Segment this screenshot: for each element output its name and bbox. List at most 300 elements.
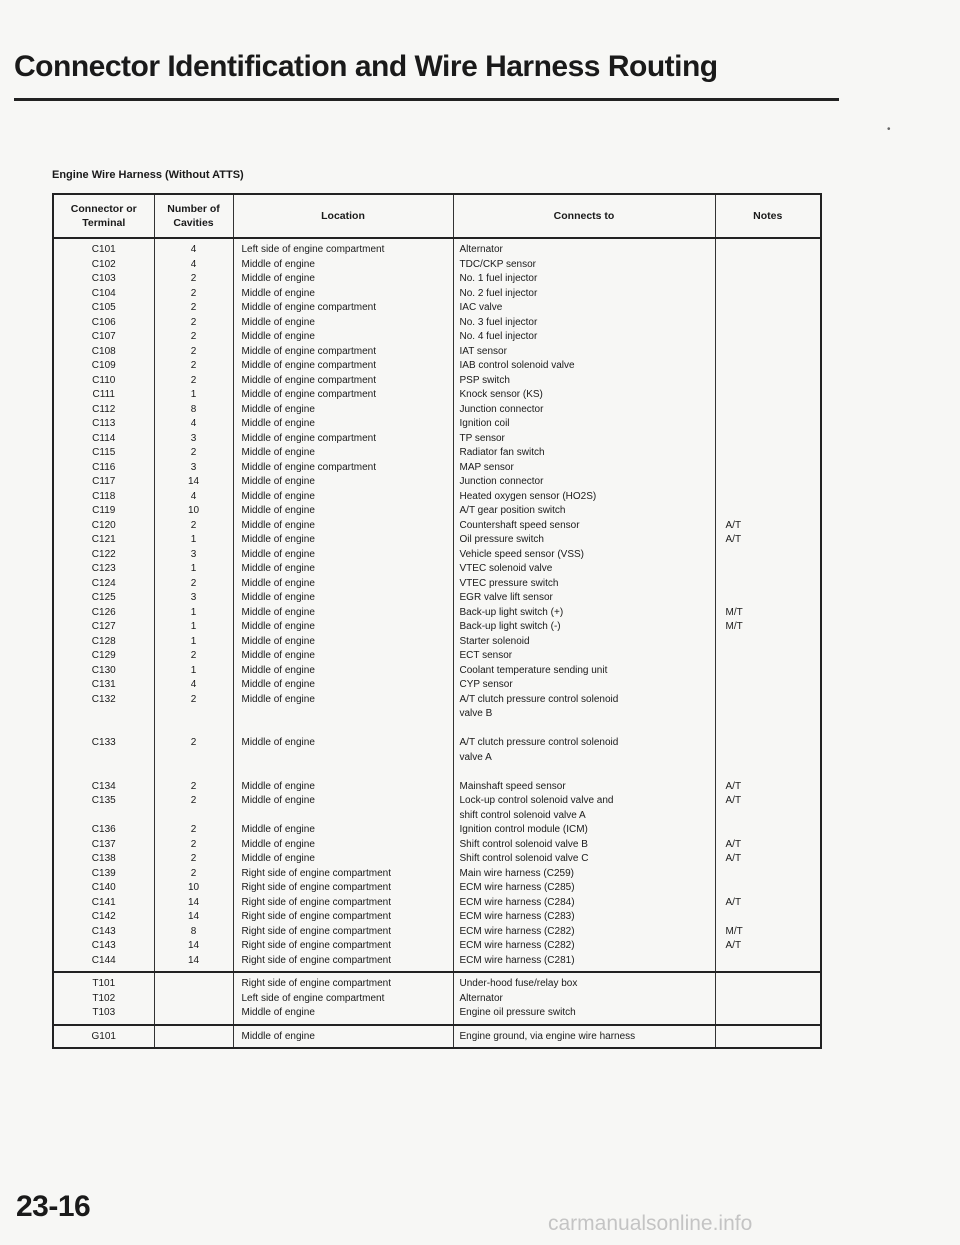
- cavities-value: 2: [190, 867, 197, 879]
- connects-to-line: Shift control solenoid valve C: [459, 853, 589, 864]
- cavities-value: 2: [190, 693, 197, 705]
- spacer-line: [716, 707, 821, 722]
- connects-to-line: Engine oil pressure switch: [459, 1007, 576, 1018]
- notes-value: [716, 301, 821, 316]
- connects-to-line: shift control solenoid valve A: [459, 809, 586, 821]
- location-value: Middle of engine: [241, 664, 315, 676]
- notes-value: [716, 461, 821, 476]
- connects-to-line: Mainshaft speed sensor: [459, 780, 566, 792]
- connects-to-line: Ignition control module (ICM): [459, 824, 588, 835]
- table-group: [53, 1025, 821, 1049]
- notes-value: [716, 693, 821, 708]
- notes-value: [716, 992, 821, 1007]
- cavities-value: 2: [190, 345, 197, 357]
- connector-table: [52, 193, 822, 1049]
- connector-value: C123: [91, 563, 116, 574]
- connector-value: C105: [91, 302, 116, 313]
- spacer-line: [54, 707, 154, 722]
- connector-value: C142: [91, 911, 116, 922]
- location-value: Middle of engine: [241, 476, 315, 487]
- location-value: Left side of engine compartment: [241, 992, 385, 1004]
- cavities-value: 2: [190, 853, 197, 864]
- connects-to-line: Under-hood fuse/relay box: [459, 978, 578, 989]
- header-connects-to: Connects to: [453, 194, 715, 238]
- connector-value: C134: [91, 780, 116, 792]
- cavities-value: 4: [190, 244, 197, 255]
- connector-cell: [53, 1025, 154, 1049]
- cavities-cell: [154, 238, 233, 972]
- cavities-value: [155, 1030, 233, 1045]
- notes-value: [716, 678, 821, 693]
- connects-to-line: A/T clutch pressure control solenoid: [459, 693, 619, 705]
- connector-value: C128: [91, 635, 116, 647]
- cavities-value: 1: [190, 635, 197, 647]
- location-value: Middle of engine: [241, 577, 315, 589]
- spacer-line: [54, 809, 154, 824]
- connects-to-line: VTEC solenoid valve: [459, 563, 553, 574]
- cavities-value: 3: [190, 432, 197, 444]
- connector-value: C122: [91, 548, 116, 560]
- cavities-value: [155, 977, 233, 992]
- connector-value: C104: [91, 287, 116, 299]
- connector-value: C110: [92, 374, 116, 386]
- cavities-value: 14: [187, 896, 200, 908]
- connects-to-line: [454, 765, 715, 780]
- notes-value: [716, 490, 821, 505]
- cavities-value: 1: [190, 664, 197, 676]
- cavities-value: 1: [190, 563, 197, 574]
- cavities-cell: [154, 972, 233, 1025]
- cavities-value: 2: [190, 838, 197, 850]
- cavities-value: 1: [190, 606, 197, 618]
- location-value: Left side of engine compartment: [241, 244, 385, 255]
- location-value: Middle of engine: [241, 287, 315, 299]
- connector-value: C144: [91, 954, 116, 966]
- location-value: Middle of engine compartment: [241, 345, 377, 357]
- notes-value: [716, 736, 821, 751]
- notes-value: A/T: [725, 519, 742, 531]
- location-value: Middle of engine: [241, 548, 315, 560]
- connector-value: C124: [91, 577, 116, 589]
- location-value: Middle of engine compartment: [241, 302, 377, 313]
- notes-value: [716, 577, 821, 592]
- connects-to-line: Engine ground, via engine wire harness: [459, 1030, 636, 1042]
- connector-value: T103: [92, 1007, 116, 1018]
- connector-value: C116: [92, 461, 116, 473]
- notes-value: [716, 432, 821, 447]
- connects-to-line: TP sensor: [459, 432, 505, 444]
- cavities-cell: [154, 1025, 233, 1049]
- cavities-value: 2: [190, 824, 197, 835]
- location-value: Middle of engine: [241, 1030, 315, 1042]
- connector-value: C118: [92, 490, 116, 502]
- cavities-value: 14: [187, 476, 200, 487]
- connects-to-line: Radiator fan switch: [459, 447, 545, 458]
- notes-cell: [715, 972, 821, 1025]
- cavities-value: 1: [190, 389, 197, 400]
- notes-value: A/T: [725, 795, 742, 806]
- notes-value: A/T: [725, 896, 742, 908]
- title-rule: [14, 98, 839, 101]
- cavities-value: 8: [190, 403, 197, 415]
- watermark: carmanualsonline.info: [548, 1212, 753, 1235]
- location-value: Middle of engine: [241, 331, 315, 342]
- connects-to-line: Junction connector: [459, 403, 544, 415]
- notes-value: [716, 867, 821, 882]
- connects-to-line: valve B: [459, 708, 493, 719]
- table-group: [53, 238, 821, 972]
- connector-value: C143: [91, 925, 116, 937]
- table-header-row: [53, 194, 821, 238]
- connects-to-line: ECM wire harness (C282): [459, 925, 575, 937]
- connector-value: C112: [92, 403, 116, 415]
- connector-value: C135: [91, 795, 116, 806]
- connects-to-line: Ignition coil: [459, 418, 510, 429]
- connector-value: C130: [91, 664, 116, 676]
- connector-value: C106: [91, 316, 116, 328]
- cavities-value: 4: [190, 418, 197, 429]
- connector-value: C138: [91, 853, 116, 864]
- spacer-line: [234, 707, 453, 722]
- connects-to-line: Coolant temperature sending unit: [459, 664, 608, 676]
- notes-value: [716, 258, 821, 273]
- notes-value: [716, 977, 821, 992]
- margin-dot: •: [887, 124, 891, 135]
- location-value: Middle of engine: [241, 693, 315, 705]
- notes-value: [716, 664, 821, 679]
- cavities-value: 14: [187, 911, 200, 922]
- notes-value: A/T: [725, 853, 742, 864]
- connects-to-line: Alternator: [459, 992, 503, 1004]
- notes-value: [716, 287, 821, 302]
- location-value: Middle of engine: [241, 1007, 315, 1018]
- connects-to-line: ECM wire harness (C282): [459, 940, 575, 951]
- location-cell: [233, 972, 453, 1025]
- connector-value: C132: [91, 693, 116, 705]
- connector-value: C109: [91, 360, 116, 371]
- connects-to-line: EGR valve lift sensor: [459, 592, 553, 603]
- notes-value: [716, 823, 821, 838]
- location-value: Middle of engine: [241, 824, 315, 835]
- location-value: Middle of engine: [241, 534, 315, 545]
- notes-value: M/T: [725, 606, 743, 618]
- cavities-value: 2: [190, 374, 197, 386]
- notes-value: A/T: [725, 780, 742, 792]
- cavities-value: 2: [190, 650, 197, 661]
- notes-value: A/T: [725, 940, 742, 951]
- connects-to-line: Back-up light switch (-): [459, 621, 561, 632]
- spacer-line: [234, 809, 453, 824]
- connector-value: C127: [91, 621, 116, 632]
- connects-to-line: Oil pressure switch: [459, 534, 544, 545]
- location-value: Middle of engine: [241, 273, 315, 284]
- cavities-value: 2: [190, 273, 197, 284]
- notes-cell: [715, 238, 821, 972]
- cavities-value: 2: [190, 316, 197, 328]
- connects-to-line: ECM wire harness (C281): [459, 954, 575, 966]
- location-value: Middle of engine: [241, 519, 315, 531]
- location-value: Right side of engine compartment: [241, 896, 392, 908]
- cavities-value: 2: [190, 331, 197, 342]
- location-value: Right side of engine compartment: [241, 978, 392, 989]
- notes-value: [716, 403, 821, 418]
- cavities-value: 2: [190, 287, 197, 299]
- cavities-value: 2: [190, 519, 197, 531]
- connector-value: C115: [92, 447, 116, 458]
- connects-to-line: Back-up light switch (+): [459, 606, 564, 618]
- connector-value: C113: [92, 418, 116, 429]
- location-value: Middle of engine: [241, 795, 315, 806]
- header-notes: Notes: [715, 194, 821, 238]
- connector-value: C107: [91, 331, 116, 342]
- connects-to-line: No. 3 fuel injector: [459, 316, 538, 328]
- location-value: Middle of engine: [241, 490, 315, 502]
- connects-to-cell: [453, 972, 715, 1025]
- connects-to-line: Main wire harness (C259): [459, 867, 574, 879]
- location-value: Middle of engine: [241, 737, 315, 748]
- connector-value: C141: [91, 896, 116, 908]
- cavities-value: 10: [187, 882, 200, 893]
- cavities-value: 2: [190, 360, 197, 371]
- location-value: Right side of engine compartment: [241, 925, 392, 937]
- cavities-value: 3: [190, 592, 197, 603]
- cavities-value: 4: [190, 679, 197, 690]
- connector-value: C103: [91, 273, 116, 284]
- connects-to-line: Vehicle speed sensor (VSS): [459, 548, 585, 560]
- location-value: Middle of engine compartment: [241, 374, 377, 386]
- notes-value: [716, 881, 821, 896]
- location-value: Middle of engine: [241, 853, 315, 864]
- connector-value: C102: [91, 258, 116, 270]
- connector-value: C126: [91, 606, 116, 618]
- page-title: Connector Identification and Wire Harness Routing: [14, 50, 718, 83]
- notes-value: M/T: [725, 621, 743, 632]
- notes-value: [716, 635, 821, 650]
- cavities-value: [155, 722, 233, 737]
- connects-to-line: MAP sensor: [459, 461, 514, 473]
- connector-value: C101: [91, 244, 116, 255]
- spacer-line: [54, 751, 154, 766]
- table-body: [53, 238, 821, 1048]
- cavities-value: 2: [190, 577, 197, 589]
- notes-value: [716, 1006, 821, 1021]
- connects-to-line: ECT sensor: [459, 650, 513, 661]
- connector-value: C139: [91, 867, 116, 879]
- connector-value: C125: [91, 592, 116, 603]
- location-value: Middle of engine compartment: [241, 432, 377, 444]
- cavities-value: 2: [190, 795, 197, 806]
- notes-value: [716, 316, 821, 331]
- connects-to-line: IAB control solenoid valve: [459, 360, 575, 371]
- notes-value: [716, 359, 821, 374]
- connector-value: C137: [91, 838, 116, 850]
- location-value: Middle of engine compartment: [241, 461, 377, 473]
- connector-value: C133: [91, 737, 116, 748]
- connector-value: C120: [91, 519, 116, 531]
- notes-value: [716, 345, 821, 360]
- cavities-value: 1: [190, 534, 197, 545]
- connector-value: T102: [92, 992, 116, 1004]
- connector-cell: [53, 238, 154, 972]
- notes-value: [716, 272, 821, 287]
- header-connector: Connector or Terminal: [53, 194, 154, 238]
- location-value: Middle of engine compartment: [241, 360, 377, 371]
- location-value: [234, 765, 453, 780]
- connects-to-line: CYP sensor: [459, 679, 513, 690]
- spacer-line: [155, 809, 233, 824]
- location-value: Right side of engine compartment: [241, 940, 392, 951]
- notes-value: [716, 243, 821, 258]
- connects-to-cell: [453, 1025, 715, 1049]
- connects-to-line: A/T clutch pressure control solenoid: [459, 737, 619, 748]
- location-value: Middle of engine: [241, 650, 315, 661]
- connects-to-line: IAC valve: [459, 302, 503, 313]
- location-value: Middle of engine: [241, 505, 315, 516]
- notes-value: [716, 1030, 821, 1045]
- connects-to-line: Lock-up control solenoid valve and: [459, 795, 614, 806]
- location-value: Middle of engine: [241, 403, 315, 415]
- connector-value: C131: [91, 679, 116, 690]
- connector-value: C136: [91, 824, 116, 835]
- location-value: Middle of engine: [241, 635, 315, 647]
- connects-to-line: TDC/CKP sensor: [459, 258, 537, 270]
- connects-to-line: Junction connector: [459, 476, 544, 487]
- location-value: Middle of engine: [241, 838, 315, 850]
- location-value: Middle of engine: [241, 621, 315, 632]
- connector-value: C117: [92, 476, 116, 487]
- cavities-value: 2: [190, 447, 197, 458]
- cavities-value: [155, 992, 233, 1007]
- location-value: Middle of engine: [241, 316, 315, 328]
- connector-cell: [53, 972, 154, 1025]
- location-value: Right side of engine compartment: [241, 954, 392, 966]
- notes-value: [716, 504, 821, 519]
- notes-value: [716, 954, 821, 969]
- spacer-line: [155, 751, 233, 766]
- connector-value: C108: [91, 345, 116, 357]
- connects-to-line: ECM wire harness (C283): [459, 911, 575, 922]
- cavities-value: 14: [187, 954, 200, 966]
- notes-value: [716, 330, 821, 345]
- cavities-value: 4: [190, 490, 197, 502]
- connects-to-line: IAT sensor: [459, 345, 507, 357]
- cavities-value: 2: [190, 737, 197, 748]
- connector-value: C111: [92, 389, 115, 400]
- notes-value: [716, 446, 821, 461]
- location-value: [234, 722, 453, 737]
- notes-value: A/T: [725, 838, 742, 850]
- connects-to-line: Countershaft speed sensor: [459, 519, 580, 531]
- connects-to-line: Alternator: [459, 244, 503, 255]
- spacer-line: [716, 751, 821, 766]
- header-location: Location: [233, 194, 453, 238]
- header-cavities: Number of Cavities: [154, 194, 233, 238]
- location-value: Middle of engine: [241, 258, 315, 270]
- cavities-value: [155, 765, 233, 780]
- connector-value: [54, 722, 154, 737]
- notes-value: [716, 475, 821, 490]
- notes-value: [716, 910, 821, 925]
- table-subtitle: Engine Wire Harness (Without ATTS): [52, 169, 244, 181]
- location-value: Right side of engine compartment: [241, 911, 392, 922]
- notes-value: [716, 388, 821, 403]
- location-value: Middle of engine: [241, 606, 315, 618]
- cavities-value: 2: [190, 780, 197, 792]
- location-value: Middle of engine: [241, 780, 315, 792]
- notes-value: [716, 417, 821, 432]
- connects-to-line: No. 2 fuel injector: [459, 287, 538, 299]
- cavities-value: 2: [190, 302, 197, 313]
- connector-value: [54, 765, 154, 780]
- location-cell: [233, 1025, 453, 1049]
- spacer-line: [716, 809, 821, 824]
- notes-value: [716, 649, 821, 664]
- notes-cell: [715, 1025, 821, 1049]
- cavities-value: 1: [190, 621, 197, 632]
- notes-value: [716, 722, 821, 737]
- spacer-line: [234, 751, 453, 766]
- connects-to-line: Knock sensor (KS): [459, 389, 543, 400]
- connector-value: C114: [92, 432, 116, 444]
- cavities-value: 3: [190, 461, 197, 473]
- connector-value: C143: [91, 940, 116, 951]
- location-value: Middle of engine compartment: [241, 389, 377, 400]
- notes-value: M/T: [725, 925, 743, 937]
- notes-value: [716, 548, 821, 563]
- connects-to-line: No. 1 fuel injector: [459, 273, 538, 284]
- cavities-value: 8: [190, 925, 197, 937]
- connects-to-line: valve A: [459, 751, 492, 763]
- cavities-value: 4: [190, 258, 197, 270]
- location-value: Middle of engine: [241, 418, 315, 429]
- cavities-value: 14: [187, 940, 200, 951]
- location-value: Middle of engine: [241, 679, 315, 690]
- cavities-value: 3: [190, 548, 197, 560]
- location-value: Middle of engine: [241, 447, 315, 458]
- connects-to-line: A/T gear position switch: [459, 505, 566, 516]
- connector-value: C119: [92, 505, 116, 516]
- spacer-line: [155, 707, 233, 722]
- notes-value: A/T: [725, 534, 742, 545]
- connects-to-line: PSP switch: [459, 374, 510, 386]
- location-value: Middle of engine: [241, 592, 315, 603]
- page-number: 23-16: [16, 1190, 91, 1223]
- table-group: [53, 972, 821, 1025]
- connects-to-line: Heated oxygen sensor (HO2S): [459, 490, 597, 502]
- location-value: Middle of engine: [241, 563, 315, 574]
- connector-value: T101: [92, 978, 116, 989]
- location-cell: [233, 238, 453, 972]
- connects-to-line: No. 4 fuel injector: [459, 331, 538, 342]
- connector-value: C121: [91, 534, 116, 545]
- notes-value: [716, 374, 821, 389]
- location-value: Right side of engine compartment: [241, 882, 392, 893]
- connects-to-line: [454, 722, 715, 737]
- notes-value: [716, 562, 821, 577]
- connects-to-line: Starter solenoid: [459, 635, 530, 647]
- location-value: Right side of engine compartment: [241, 867, 392, 879]
- connects-to-cell: [453, 238, 715, 972]
- connector-value: C129: [91, 650, 116, 661]
- notes-value: [716, 765, 821, 780]
- cavities-value: [155, 1006, 233, 1021]
- connects-to-line: VTEC pressure switch: [459, 577, 559, 589]
- connects-to-line: ECM wire harness (C285): [459, 882, 575, 893]
- connector-value: G101: [91, 1030, 116, 1042]
- connector-value: C140: [91, 882, 116, 893]
- connects-to-line: ECM wire harness (C284): [459, 896, 575, 908]
- cavities-value: 10: [187, 505, 200, 516]
